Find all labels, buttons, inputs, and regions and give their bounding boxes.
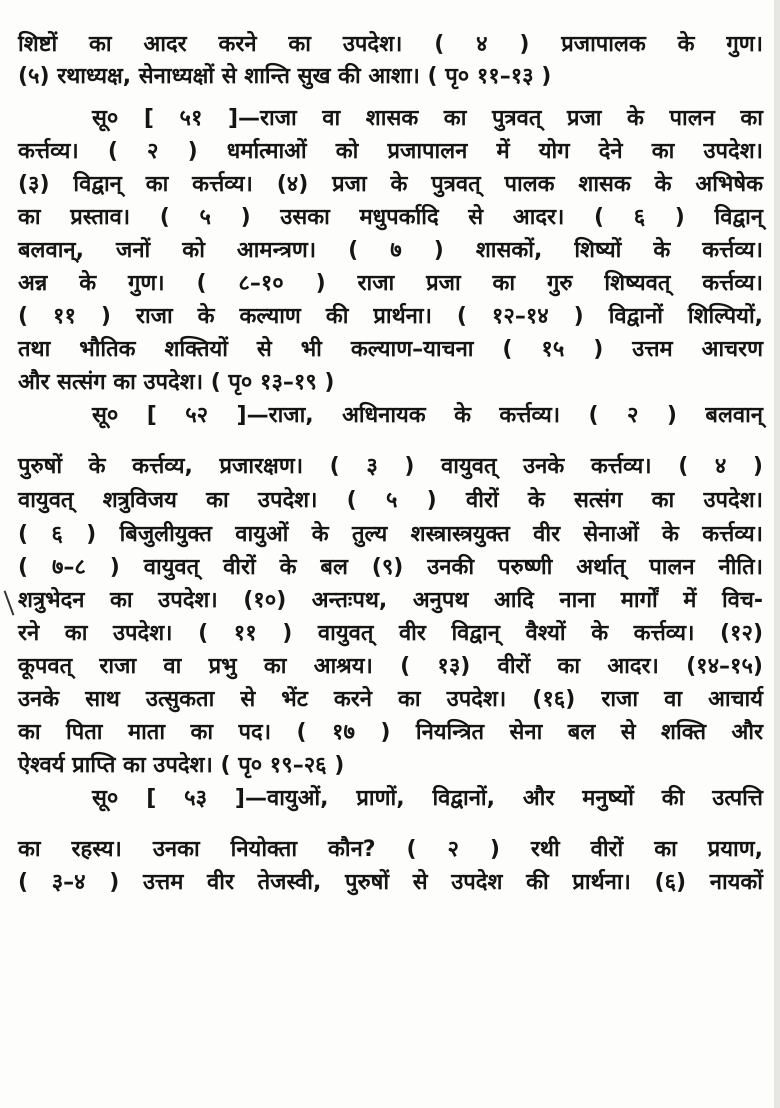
text-line: बलवान्, जनों को आमन्त्रण। ( ७ ) शासकों, शिष्यों के कर्त्तव्य। bbox=[18, 238, 763, 263]
text-line: कर्त्तव्य। ( २ ) धर्मात्माओं को प्रजापालन में योग देने का उपदेश। bbox=[18, 139, 763, 164]
text-line: कूपवत् राजा वा प्रभु का आश्रय। ( १३) वीरों का आदर। (१४–१५) bbox=[18, 654, 763, 679]
text-line: ऐश्वर्य प्राप्ति का उपदेश। ( पृ० १९–२६ ) bbox=[18, 753, 345, 778]
text-line: रने का उपदेश। ( ११ ) वायुवत् वीर विद्वान् वैश्यों के कर्त्तव्य। (१२) bbox=[18, 621, 763, 646]
text-line: (५) रथाध्यक्ष, सेनाध्यक्षों से शान्ति सुख की आशा। ( पृ० ११–१३ ) bbox=[18, 64, 552, 89]
scan-margin-mark bbox=[4, 590, 15, 615]
text-line: (३) विद्वान् का कर्त्तव्य। (४) प्रजा के पुत्रवत् पालक शासक के अभिषेक bbox=[18, 172, 763, 197]
text-line: का रहस्य। उनका नियोक्ता कौन? ( २ ) रथी वीरों का प्रयाण, bbox=[18, 837, 763, 862]
text-line: और सत्संग का उपदेश। ( पृ० १३–१९ ) bbox=[18, 370, 335, 395]
text-line: ( ३–४ ) उत्तम वीर तेजस्वी, पुरुषों से उपदेश की प्रार्थना। (६) नायकों bbox=[18, 870, 763, 895]
text-line: पुरुषों के कर्त्तव्य, प्रजारक्षण। ( ३ ) वायुवत् उनके कर्त्तव्य। ( ४ ) bbox=[18, 454, 763, 479]
text-line: उनके साथ उत्सुकता से भेंट करने का उपदेश। (१६) राजा वा आचार्य bbox=[18, 687, 763, 712]
text-line: ( ६ ) बिजुलीयुक्त वायुओं के तुल्य शस्त्रास्त्रयुक्त वीर सेनाओं के कर्त्तव्य। bbox=[18, 522, 763, 547]
sukta-heading-line: सू० [ ५१ ]—राजा वा शासक का पुत्रवत् प्रजा के पालन का bbox=[92, 106, 763, 131]
scan-page-edge bbox=[774, 0, 780, 1108]
text-line: ( ७–८ ) वायुवत् वीरों के बल (९) उनकी परुष्णी अर्थात् पालन नीति। bbox=[18, 555, 763, 580]
text-line: वायुवत् शत्रुविजय का उपदेश। ( ५ ) वीरों के सत्संग का उपदेश। bbox=[18, 488, 763, 513]
sukta-heading-line: सू० [ ५३ ]—वायुओं, प्राणों, विद्वानों, और मनुष्यों की उत्पत्ति bbox=[92, 786, 763, 811]
text-line: का पिता माता का पद। ( १७ ) नियन्त्रित सेना बल से शक्ति और bbox=[18, 720, 763, 745]
text-line: शत्रुभेदन का उपदेश। (१०) अन्तःपथ, अनुपथ आदि नाना मार्गों में विच- bbox=[18, 588, 763, 613]
text-line: का प्रस्ताव। ( ५ ) उसका मधुपर्कादि से आदर। ( ६ ) विद्वान् bbox=[18, 205, 763, 230]
sukta-heading-line: सू० [ ५२ ]—राजा, अधिनायक के कर्त्तव्य। ( २ ) बलवान् bbox=[92, 403, 763, 428]
text-line: शिष्टों का आदर करने का उपदेश। ( ४ ) प्रजापालक के गुण। bbox=[18, 32, 763, 57]
text-line: अन्न के गुण। ( ८–१० ) राजा प्रजा का गुरु शिष्यवत् कर्त्तव्य। bbox=[18, 271, 763, 296]
text-line: ( ११ ) राजा के कल्याण की प्रार्थना। ( १२–१४ ) विद्वानों शिल्पियों, bbox=[18, 304, 763, 329]
text-line: तथा भौतिक शक्तियों से भी कल्याण–याचना ( १५ ) उत्तम आचरण bbox=[18, 337, 763, 362]
